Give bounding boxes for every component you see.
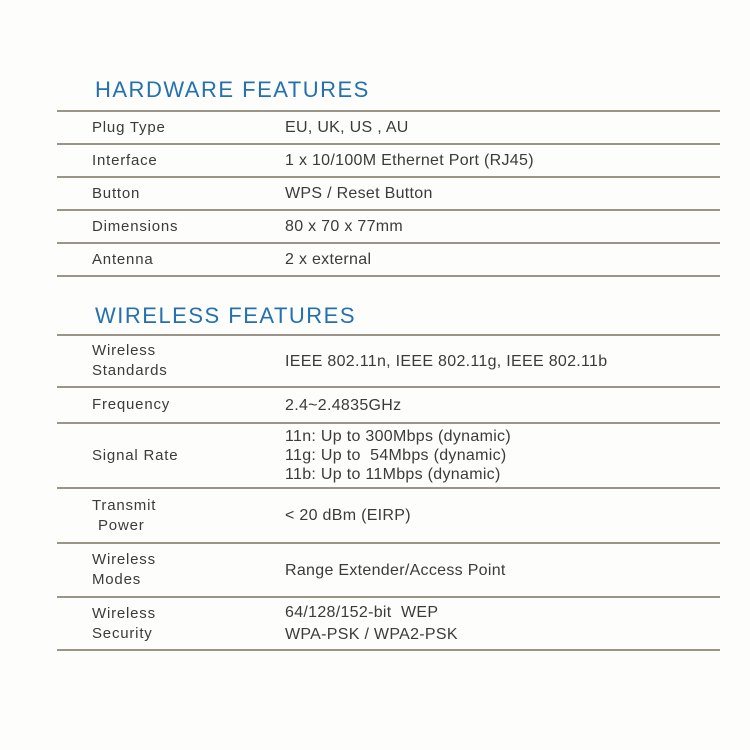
- row-value: [285, 396, 720, 415]
- row-value: [285, 217, 720, 236]
- value-line: 80 x 70 x 77mm: [285, 218, 404, 235]
- value-line: 11n: Up to 300Mbps (dynamic): [285, 428, 511, 445]
- label-line: Antenna: [92, 250, 154, 268]
- row-value: [285, 184, 720, 203]
- row-value: [285, 352, 720, 371]
- section-title-hardware: HARDWARE FEATURES: [95, 77, 370, 102]
- row-label: [57, 395, 285, 415]
- value-line: 2 x external: [285, 251, 372, 268]
- row-value: [285, 561, 720, 580]
- row-label: [57, 184, 285, 204]
- section-title-wireless: WIRELESS FEATURES: [95, 303, 357, 328]
- value-line: WPA-PSK / WPA2-PSK: [285, 625, 458, 643]
- row-label: [57, 151, 285, 171]
- value-line: 11g: Up to 54Mbps (dynamic): [285, 447, 507, 464]
- row-value: [285, 602, 720, 646]
- row-label: [57, 341, 285, 381]
- value-line: WPS / Reset Button: [285, 185, 433, 202]
- spec-row-plug-type: [57, 112, 720, 143]
- row-label: [57, 217, 285, 237]
- row-value: [285, 118, 720, 137]
- label-line: Transmit: [92, 496, 157, 514]
- spec-row-antenna: [57, 244, 720, 275]
- label-line: Signal Rate: [92, 446, 179, 464]
- hardware-spec-table: [57, 110, 720, 277]
- value-line: EU, UK, US , AU: [285, 119, 409, 136]
- spec-row-button: [57, 178, 720, 209]
- row-label: [57, 250, 285, 270]
- label-line: Plug Type: [92, 118, 166, 136]
- spec-row-transmit-power: [57, 489, 720, 542]
- label-line: Security: [92, 624, 153, 642]
- label-line: Wireless: [92, 551, 156, 568]
- row-separator: [57, 649, 720, 651]
- row-value: [285, 151, 720, 170]
- label-line: Wireless: [92, 342, 156, 359]
- row-label: [57, 496, 285, 536]
- spec-row-interface: [57, 145, 720, 176]
- spec-row-signal-rate: [57, 424, 720, 487]
- spec-row-wireless-security: [57, 598, 720, 649]
- row-label: [57, 604, 285, 644]
- value-line: 11b: Up to 11Mbps (dynamic): [285, 466, 501, 483]
- spec-row-wireless-standards: [57, 336, 720, 386]
- label-line: Interface: [92, 151, 158, 169]
- row-value: [285, 250, 720, 269]
- row-separator: [57, 275, 720, 277]
- value-line: Range Extender/Access Point: [285, 561, 506, 579]
- value-line: 1 x 10/100M Ethernet Port (RJ45): [285, 152, 534, 169]
- row-label: [57, 550, 285, 590]
- value-line: 2.4~2.4835GHz: [285, 396, 402, 414]
- label-line: Standards: [92, 362, 168, 379]
- label-line: Wireless: [92, 604, 156, 622]
- wireless-spec-table: [57, 334, 720, 651]
- spec-row-wireless-modes: [57, 544, 720, 596]
- value-line: IEEE 802.11n, IEEE 802.11g, IEEE 802.11b: [285, 352, 608, 370]
- spec-row-frequency: [57, 388, 720, 422]
- value-line: < 20 dBm (EIRP): [285, 507, 411, 524]
- row-value: [285, 506, 720, 525]
- label-line: Dimensions: [92, 217, 179, 235]
- row-label: [57, 446, 285, 466]
- spec-row-dimensions: [57, 211, 720, 242]
- label-line: Modes: [92, 571, 142, 588]
- row-value: [285, 427, 720, 484]
- label-line: Frequency: [92, 396, 171, 413]
- label-line: Power: [98, 516, 145, 534]
- value-line: 64/128/152-bit WEP: [285, 603, 439, 621]
- label-line: Button: [92, 184, 141, 202]
- row-label: [57, 118, 285, 138]
